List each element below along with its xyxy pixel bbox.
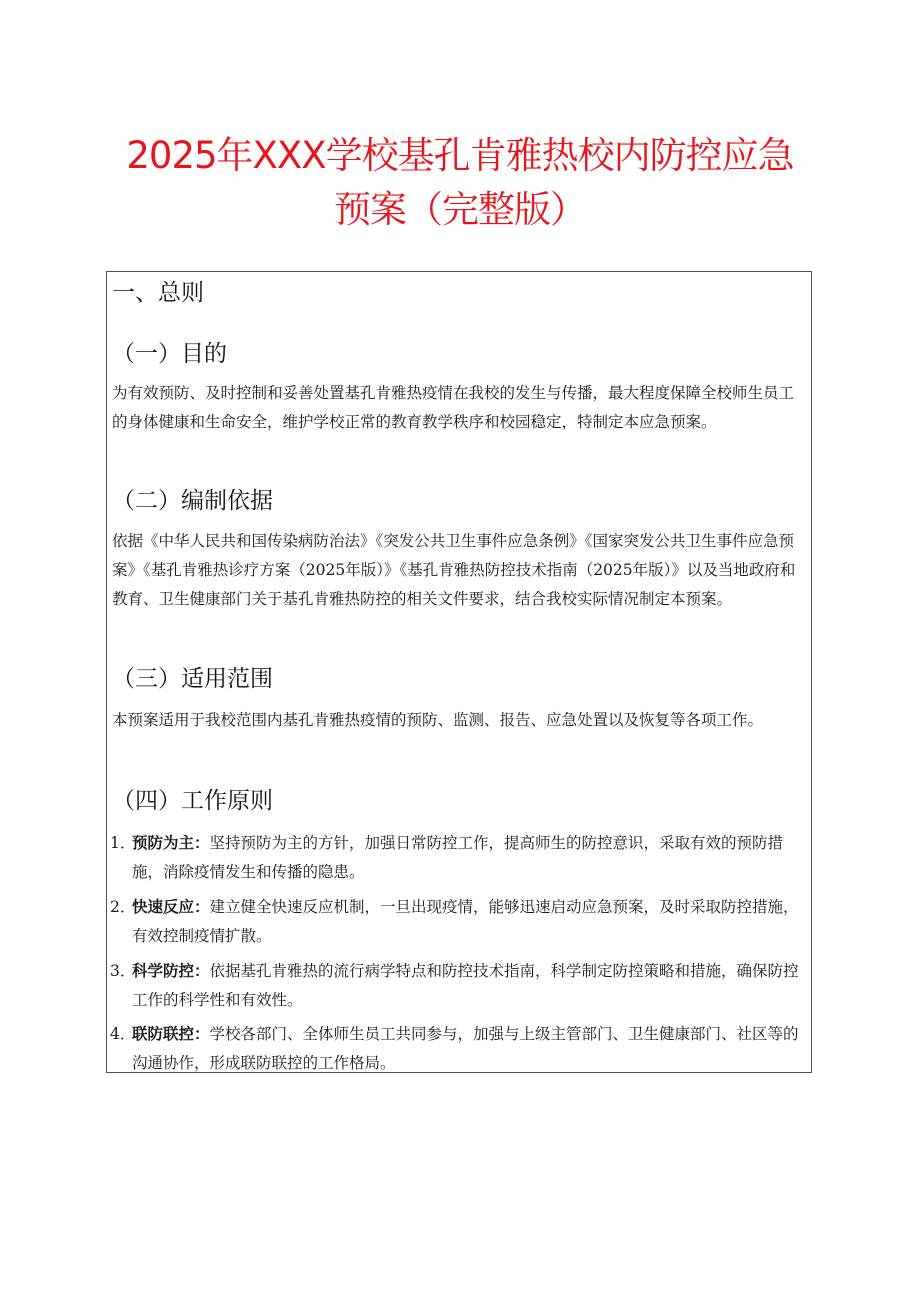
principle-lead: 预防为主： <box>132 834 210 852</box>
principle-text: 建立健全快速反应机制，一旦出现疫情，能够迅速启动应急预案，及时采取防控措施，有效控制疫情扩散。 <box>132 898 799 945</box>
principle-item <box>110 893 806 951</box>
document-title-line-1: 2025年XXX学校基孔肯雅热校内防控应急 <box>126 134 794 177</box>
section-general-heading: 一、总则 <box>112 280 204 306</box>
principle-lead: 科学防控： <box>132 962 210 980</box>
principle-text: 依据基孔肯雅热的流行病学特点和防控技术指南，科学制定防控策略和措施，确保防控工作的科学性和有效性。 <box>132 962 799 1009</box>
scope-text: 本预案适用于我校范围内基孔肯雅热疫情的预防、监测、报告、应急处置以及恢复等各项工作。 <box>112 711 764 729</box>
principle-item <box>110 829 806 887</box>
basis-heading: （二）编制依据 <box>112 488 273 514</box>
document-title-line-2: 预案（完整版） <box>334 188 586 231</box>
principle-item <box>110 1020 806 1078</box>
scope-heading: （三）适用范围 <box>112 666 273 692</box>
principle-number: 1． <box>110 834 136 852</box>
purpose-text: 为有效预防、及时控制和妥善处置基孔肯雅热疫情在我校的发生与传播，最大程度保障全校师生员工的身体健康和生命安全，维护学校正常的教育教学秩序和校园稳定，特制定本应急预案。 <box>112 384 795 431</box>
principle-text: 坚持预防为主的方针，加强日常防控工作，提高师生的防控意识，采取有效的预防措施，消除疫情发生和传播的隐患。 <box>132 834 784 881</box>
principle-number: 4． <box>110 1025 136 1043</box>
principles-heading: （四）工作原则 <box>112 788 273 814</box>
principle-number: 2． <box>110 898 136 916</box>
principle-lead: 联防联控： <box>132 1025 210 1043</box>
basis-text: 依据《中华人民共和国传染病防治法》《突发公共卫生事件应急条例》《国家突发公共卫生事件应急预案》《基孔肯雅热诊疗方案（2025年版）》《基孔肯雅热防控技术指南（2025年版）》以及当地政府和教育、卫生健康部门关于基孔肯雅热防控的相关文件要求，结合我校实际情况制定本预案。 <box>112 532 796 608</box>
principle-item <box>110 957 806 1015</box>
principle-lead: 快速反应： <box>132 898 210 916</box>
principle-number: 3． <box>110 962 136 980</box>
principle-text: 学校各部门、全体师生员工共同参与，加强与上级主管部门、卫生健康部门、社区等的沟通协作，形成联防联控的工作格局。 <box>132 1025 799 1072</box>
purpose-heading: （一）目的 <box>112 341 227 367</box>
